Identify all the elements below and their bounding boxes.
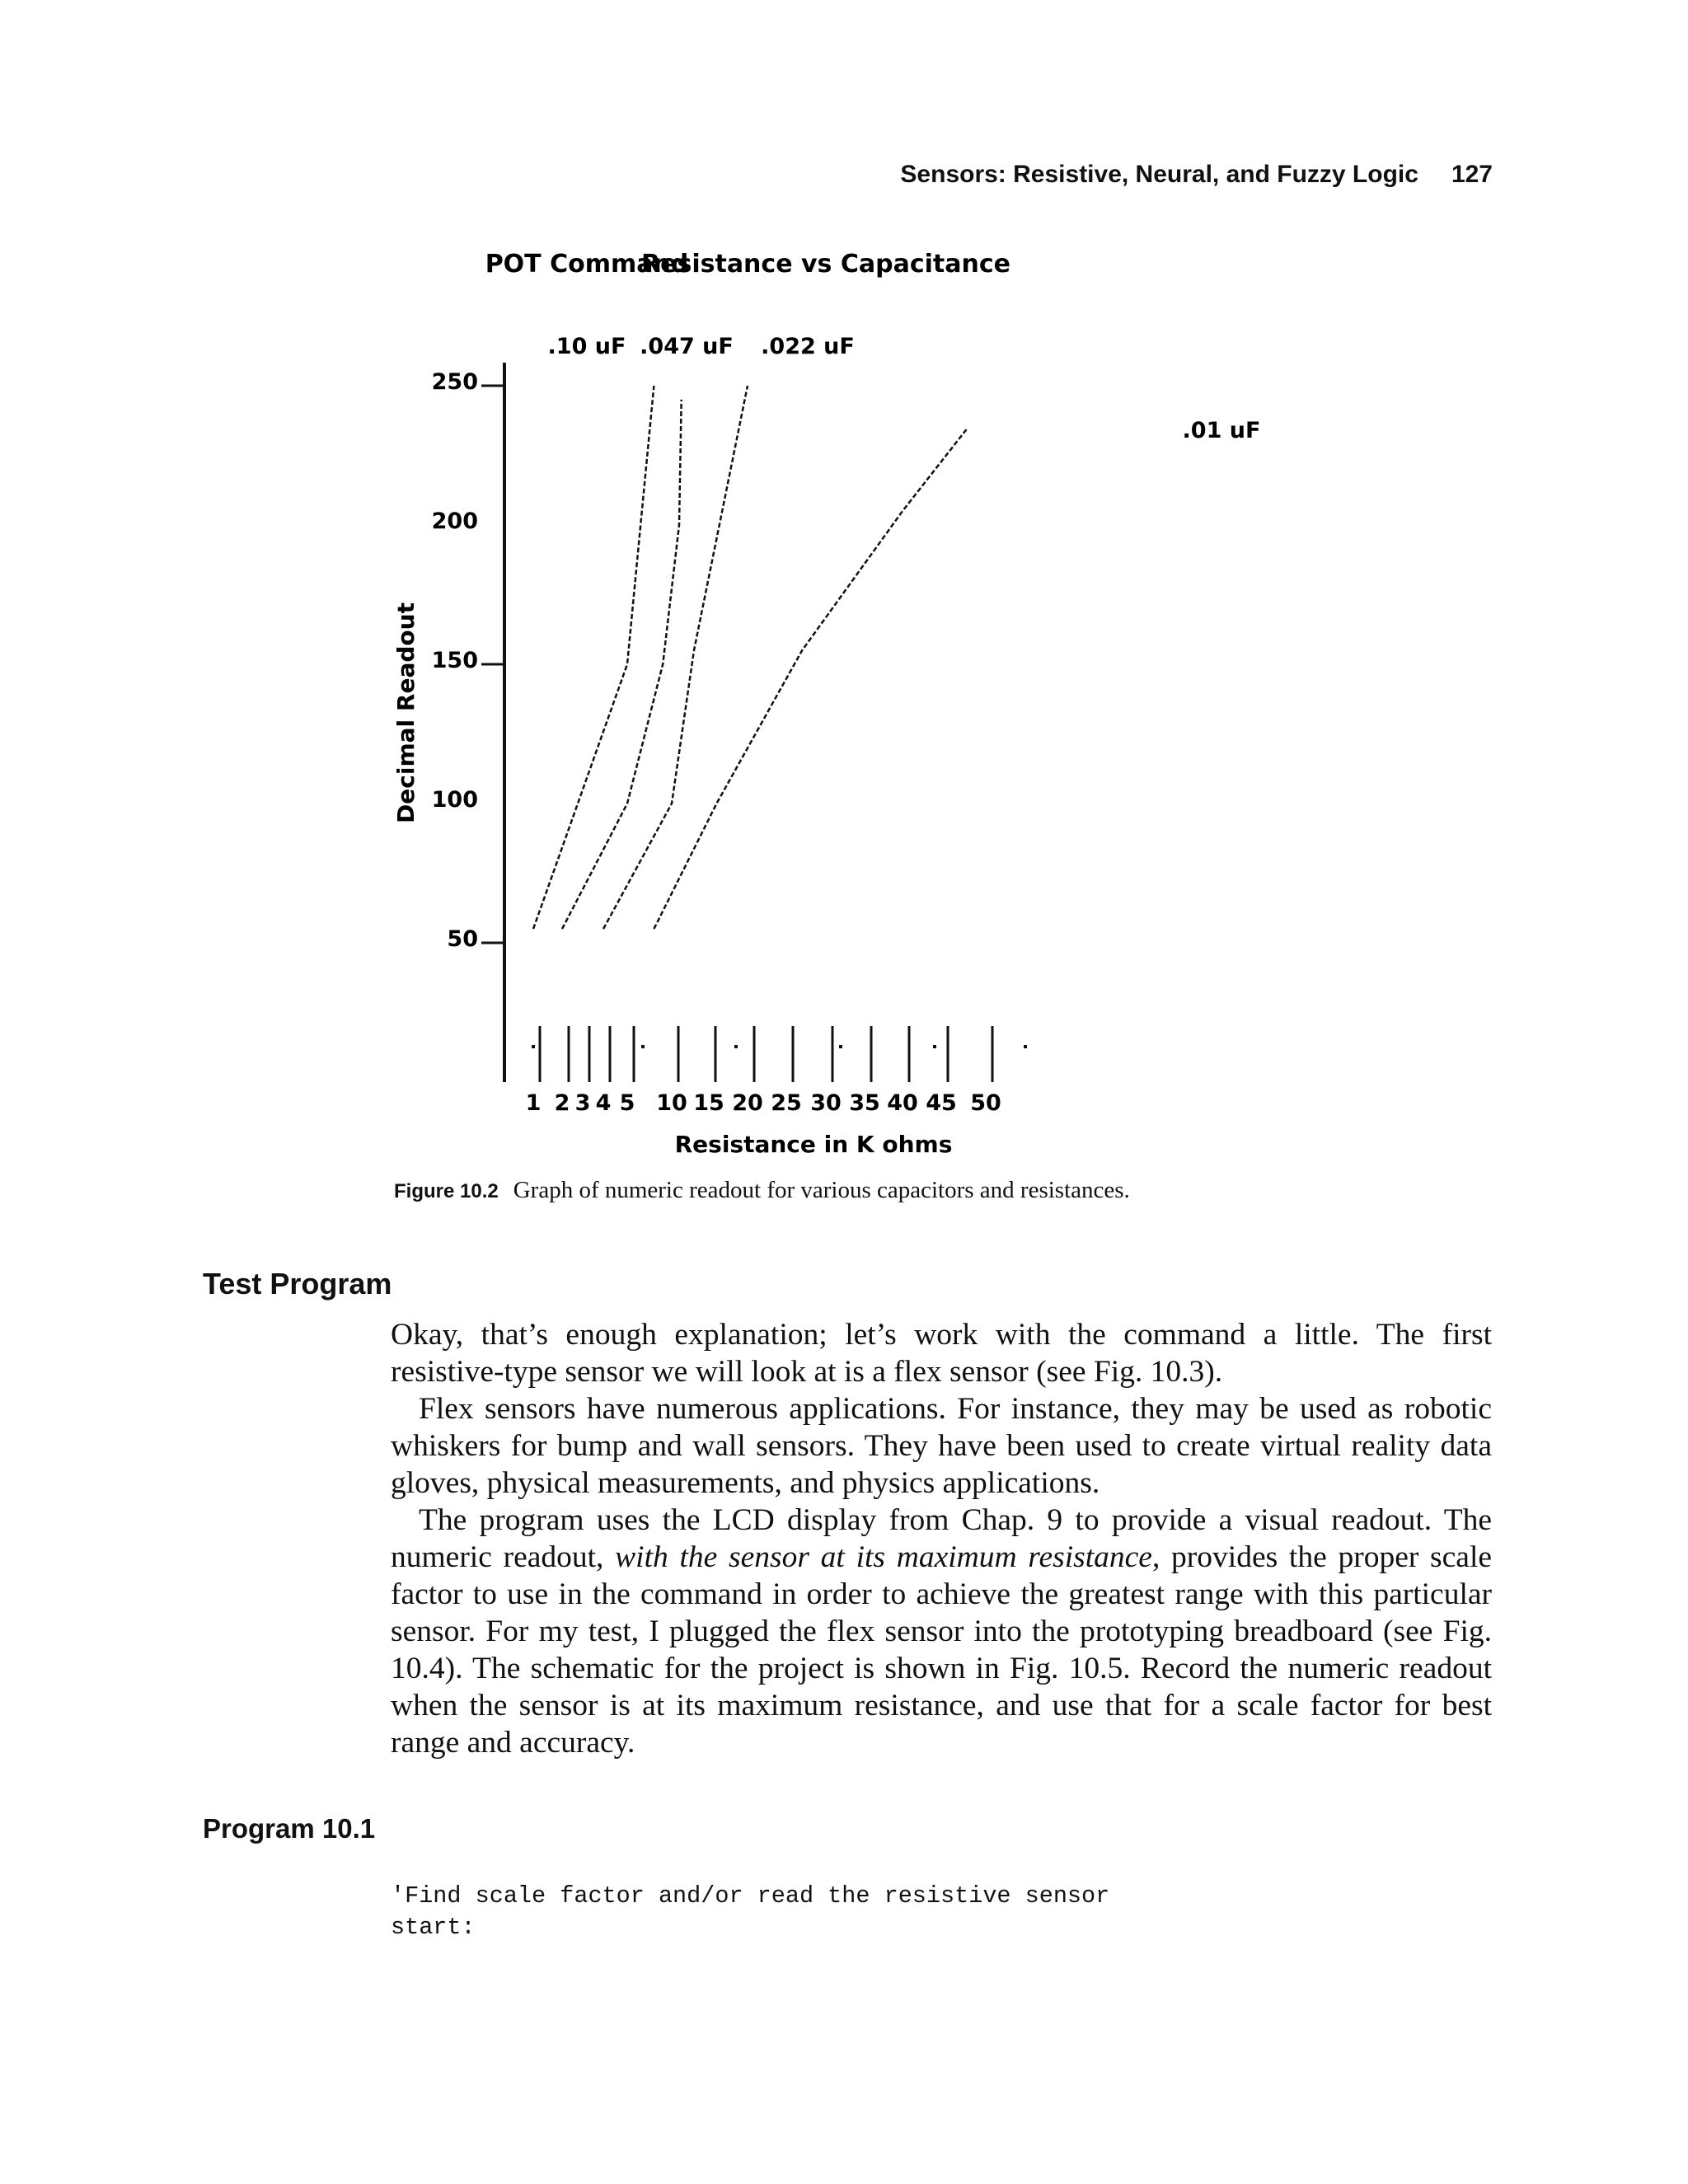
paragraph-3-end: , provides the proper scale factor to use in the command in order to achieve the greatest range with this particular sensor. For my test, I plugged the flex sensor into the prototyping breadboard (see Fig. 10.4). The schematic for the project is shown in Fig. 10.5. Record the numeric readout when the sensor is at its maximum resistance, and use that for a scale factor for best range and accuracy. [391,1540,1493,1760]
running-header [900,161,1493,189]
x-minor-dot [641,1045,645,1048]
chart-title-right: Resistance vs Capacitance [641,250,1010,279]
x-tick-label: 15 [693,1090,724,1116]
resistance-capacitance-chart [363,235,1335,1166]
series-line [603,386,748,929]
x-tick-label: 35 [849,1090,880,1116]
x-minor-dot [1024,1045,1027,1048]
x-tick-label: 40 [887,1090,918,1116]
x-minor-dot [933,1045,936,1048]
y-tick-label: 200 [431,509,478,534]
figure-caption [394,1177,1507,1204]
x-minor-dot [532,1045,535,1048]
series-label: .022 uF [761,334,855,359]
code-line: start: [391,1914,476,1941]
series-line [562,400,682,929]
x-minor-dot [839,1045,842,1048]
figure-caption-text: Graph of numeric readout for various capacitors and resistances. [513,1177,1130,1203]
x-tick-label: 5 [619,1090,635,1116]
x-tick-label: 50 [970,1090,1001,1116]
x-tick-label: 10 [656,1090,687,1116]
y-axis-label: Decimal Readout [392,602,420,823]
series-label: .10 uF [547,334,626,359]
x-tick-label: 1 [525,1090,542,1116]
code-line: 'Find scale factor and/or read the resistive sensor [391,1882,1110,1910]
x-tick-label: 3 [574,1090,591,1116]
series-line [533,386,654,929]
page-number: 127 [1451,161,1493,188]
x-tick-label: 2 [554,1090,570,1116]
series-line [654,428,968,929]
paragraph-3-emphasis: with the sensor at its maximum resistance [615,1540,1152,1574]
y-tick-label: 250 [431,369,478,395]
x-tick-label: 45 [926,1090,957,1116]
program-title: Program 10.1 [203,1813,376,1844]
running-title: Sensors: Resistive, Neural, and Fuzzy Logic [900,161,1418,188]
y-tick-label: 50 [447,926,478,952]
body-text [391,1316,1492,1761]
figure-chart [363,235,1335,1166]
series-label: .047 uF [640,334,734,359]
figure-label: Figure 10.2 [394,1180,499,1202]
series-label: .01 uF [1182,418,1261,443]
x-tick-label: 20 [732,1090,763,1116]
x-tick-label: 25 [771,1090,802,1116]
paragraph-3-start: The program uses the LCD display from Chap. 9 to provide a visual readout. The numeric readout, [391,1503,1492,1574]
paragraph-3 [391,1502,1492,1761]
code-block [391,1881,1109,1943]
x-axis-label: Resistance in K ohms [674,1131,953,1158]
y-tick-label: 100 [431,787,478,813]
x-tick-label: 4 [595,1090,612,1116]
x-minor-dot [734,1045,738,1048]
x-tick-label: 30 [810,1090,842,1116]
y-tick-label: 150 [431,648,478,673]
paragraph-1: Okay, that’s enough explanation; let’s work with the command a little. The first resistive-type sensor we will look at is a flex sensor (see Fig. 10.3). [391,1318,1492,1389]
paragraph-2: Flex sensors have numerous applications. For instance, they may be used as robotic whiskers for bump and wall sensors. They have been used to create virtual reality data gloves, physical measurements, and physics applications. [391,1392,1492,1500]
section-title: Test Program [203,1267,392,1301]
chart-title-left: POT Command [485,250,689,279]
